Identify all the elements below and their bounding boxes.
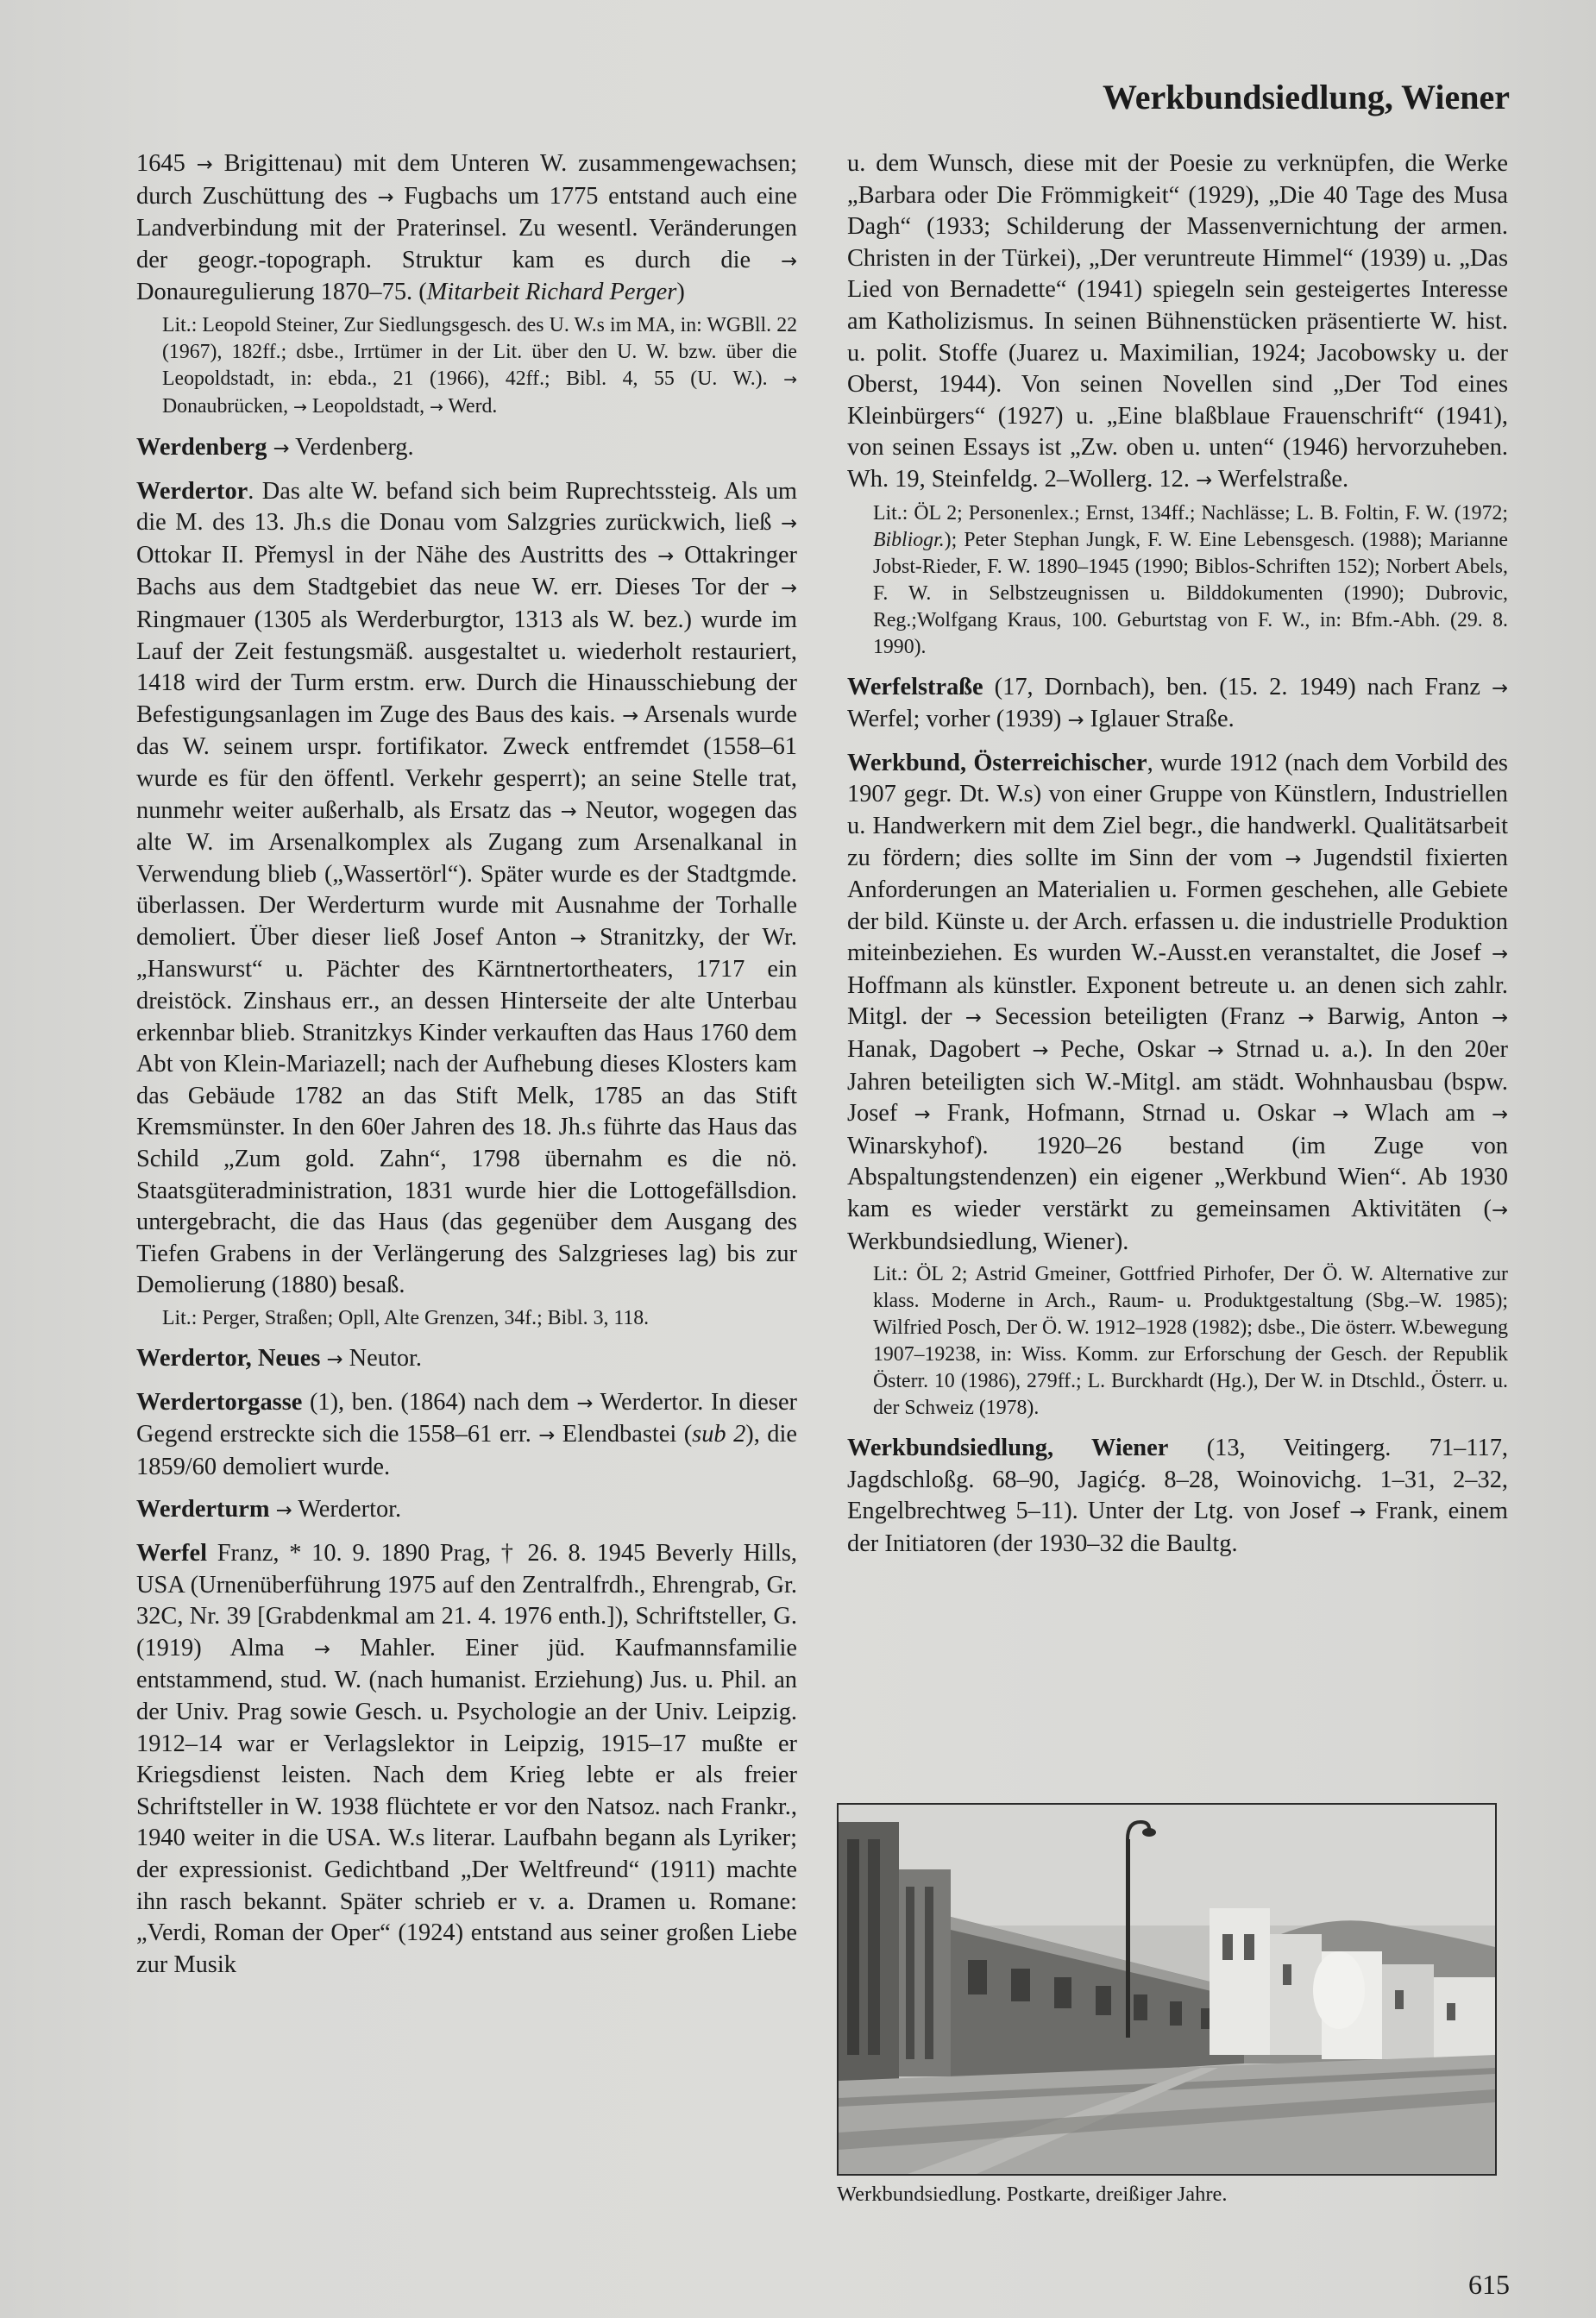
body-text: Ottokar II. Přemysl in der Nähe des Austritts des <box>136 541 658 569</box>
body-text: Iglauer Straße. <box>1084 706 1235 733</box>
body-text: Verdenberg. <box>289 433 414 461</box>
body-text: (13, Veitingerg. 71–117, Jagdschloßg. 68–90, Jagićg. 8–28, Woinovichg. 1–31, 2–32, Engelbrechtweg 5–11). Unter der Ltg. von Josef <box>847 1435 1508 1525</box>
body-text: 1645 <box>136 150 197 177</box>
cross-reference-arrow-icon: → <box>780 512 797 536</box>
entry-headword: Werdertorgasse <box>136 1388 303 1416</box>
literature-reference <box>136 312 797 421</box>
cross-reference-arrow-icon: → <box>377 185 394 209</box>
lexicon-entry <box>136 476 797 1302</box>
lexicon-entry <box>136 1343 797 1376</box>
body-text: Wlach am <box>1348 1100 1492 1128</box>
body-text: Barwig, Anton <box>1314 1003 1492 1031</box>
cross-reference-arrow-icon: → <box>1491 943 1508 966</box>
body-text: ) <box>676 279 685 306</box>
cross-reference-arrow-icon: → <box>1285 847 1302 870</box>
body-text: Frank, einem der Initiatoren (der 1930–32 die Baultg. <box>847 1498 1508 1557</box>
cross-reference-arrow-icon: → <box>780 249 797 273</box>
cross-reference-arrow-icon: → <box>1349 1501 1367 1524</box>
photo-caption: Werkbundsiedlung. Postkarte, dreißiger Jahre. <box>837 2183 1228 2206</box>
body-text: Frank, Hofmann, Strnad u. Oskar <box>930 1100 1333 1128</box>
entry-headword: Werfel <box>136 1539 207 1567</box>
cross-reference-arrow-icon: → <box>1491 676 1508 700</box>
page-number: 615 <box>1468 2269 1510 2300</box>
entry-headword: Werkbund, Österreichischer <box>847 749 1147 776</box>
body-text: Hanak, Dagobert <box>847 1036 1033 1064</box>
lexicon-entry <box>847 672 1508 737</box>
entry-headword: Werfelstraße <box>847 673 983 700</box>
cross-reference-arrow-icon: → <box>914 1103 931 1127</box>
literature-reference <box>136 1305 797 1332</box>
body-text: Werfel; vorher (1939) <box>847 706 1068 733</box>
entry-continuation <box>847 148 1508 497</box>
body-text: Lit.: Leopold Steiner, Zur Siedlungsgesch. des U. W.s im MA, in: WGBll. 22 (1967), 182ff.; dsbe., Irrtümer in der Lit. über den U. W. bzw. über die Leopoldstadt, in: ebda., 21 (1966), 42ff.; Bibl. 4, 55 (U. W.). <box>162 313 797 390</box>
entry-continuation <box>136 148 797 309</box>
cross-reference-arrow-icon: → <box>292 397 307 417</box>
body-text: Werkbundsiedlung, Wiener). <box>847 1228 1129 1255</box>
literature-reference <box>847 1261 1508 1422</box>
body-text: Werd. <box>443 394 498 418</box>
cross-reference-arrow-icon: → <box>1067 709 1084 732</box>
body-text <box>320 1345 326 1372</box>
cross-reference-arrow-icon: → <box>273 437 290 460</box>
italic-text: sub 2 <box>692 1421 746 1448</box>
body-text: . Das alte W. befand sich beim Ruprechtssteig. Als um die M. des 13. Jh.s die Donau vom Salzgries zurückwich, ließ <box>136 477 797 537</box>
body-text: Franz, * 10. 9. 1890 Prag, † 26. 8. 1945 Beverly Hills, USA (Urnenüberführung 1975 auf den Zentralfrdh., Ehrengrab, Gr. 32C, Nr. 39 [Grabdenkmal am 21. 4. 1976 enth.]), Schriftsteller, G. (1919) Alma <box>136 1539 797 1662</box>
cross-reference-arrow-icon: → <box>1491 1199 1508 1222</box>
cross-reference-arrow-icon: → <box>1298 1007 1315 1030</box>
body-text: Lit.: Perger, Straßen; Opll, Alte Grenzen, 34f.; Bibl. 3, 118. <box>162 1307 650 1329</box>
body-text: (1), ben. (1864) nach dem <box>302 1388 577 1416</box>
body-text <box>270 1496 276 1523</box>
body-text: Neutor. <box>342 1345 423 1372</box>
literature-reference <box>847 500 1508 661</box>
lexicon-entry <box>136 1538 797 1981</box>
body-text: Fugbachs um 1775 entstand auch eine Landverbindung mit der Praterinsel. Zu wesentl. Veränderungen der geogr.-topograph. Struktur kam es durch die <box>136 182 797 273</box>
entry-headword: Werkbundsiedlung, Wiener <box>847 1435 1169 1462</box>
cross-reference-arrow-icon: → <box>569 927 587 950</box>
cross-reference-arrow-icon: → <box>1491 1007 1508 1030</box>
body-text: Strnad u. a.). In den 20er Jahren beteiligten sich W.-Mitgl. am städt. Wohnhausbau (bspw. Josef <box>847 1036 1509 1128</box>
body-text: Jugendstil fixierten Anforderungen an Materialien u. Formen geschehen, alle Gebiete der bild. Künste u. der Arch. erfassen u. die industrielle Produktion miteinbeziehen. Es wurden W.-Ausst.en veranstaltet, die Josef <box>847 844 1508 967</box>
entry-headword: Werdenberg <box>136 433 267 461</box>
cross-reference-arrow-icon: → <box>965 1007 982 1030</box>
body-text: Werdertor. <box>292 1496 402 1523</box>
cross-reference-arrow-icon: → <box>1491 1103 1509 1127</box>
cross-reference-arrow-icon: → <box>1332 1103 1349 1127</box>
body-text: Ottakringer Bachs aus dem Stadtgebiet das neue W. err. Dieses Tor der <box>136 541 798 601</box>
running-head: Werkbundsiedlung, Wiener <box>1103 78 1510 116</box>
right-column <box>847 148 1508 1561</box>
cross-reference-arrow-icon: → <box>313 1637 330 1661</box>
body-text: (17, Dornbach), ben. (15. 2. 1949) nach Franz <box>983 673 1492 700</box>
body-text <box>267 434 273 461</box>
cross-reference-arrow-icon: → <box>622 704 639 727</box>
cross-reference-arrow-icon: → <box>560 800 577 823</box>
lexicon-entry <box>136 1494 797 1527</box>
body-text: Lit.: ÖL 2; Personenlex.; Ernst, 134ff.; Nachlässe; L. B. Foltin, F. W. (1972; <box>873 501 1508 525</box>
cross-reference-arrow-icon: → <box>780 577 797 600</box>
body-text: Leopoldstadt, <box>306 394 430 418</box>
body-text: Ringmauer (1305 als Werderburgtor, 1313 als W. bez.) wurde im Lauf der Zeit festungsmäß. ausgestaltet u. wiederholt restauriert, 1418 wird der Turm erstm. erw. Durch die Hinausschiebung der Befestigungsanlagen im Zuge des Baus des kais. <box>136 606 797 728</box>
entry-headword: Werderturm <box>136 1496 270 1523</box>
body-text: Werfelstraße. <box>1212 465 1349 493</box>
cross-reference-arrow-icon: → <box>1032 1040 1049 1063</box>
body-text: Peche, Oskar <box>1048 1036 1208 1064</box>
body-text: Arsenals wurde das W. seinem urspr. fortifikator. Zweck entfremdet (1558–61 wurde es für den öffentl. Verkehr gesperrt); an seine Stelle trat, nunmehr weiter außerhalb, als Ersatz das <box>136 700 797 824</box>
body-text: Donaubrücken, <box>162 394 293 418</box>
body-text: Winarskyhof). 1920–26 bestand (im Zuge von Abspaltungstendenzen) ein eigener „Werkbund Wien“. Ab 1930 kam es wieder verstärkt zu gemeinsamen Aktivitäten ( <box>847 1132 1508 1223</box>
lexicon-entry <box>847 1433 1508 1560</box>
cross-reference-arrow-icon: → <box>430 397 443 417</box>
lexicon-entry <box>136 432 797 465</box>
cross-reference-arrow-icon: → <box>538 1424 556 1448</box>
cross-reference-arrow-icon: → <box>783 369 797 389</box>
body-text: u. dem Wunsch, diese mit der Poesie zu verknüpfen, die Werke „Barbara oder Die Frömmigkeit“ (1929), „Die 40 Tage des Musa Dagh“ (1933; Schilderung der Massenvernichtung der armen. Christen in der Türkei), „Der veruntreute Himmel“ (1939) u. „Das Lied von Bernadette“ (1941) spiegeln sein gesteigertes Interesse am Katholizismus. In seinen Bühnenstücken präsentierte W. hist. u. polit. Stoffe (Juarez u. Maximilian, 1924; Jacobowsky u. der Oberst, 1944). Von seinen Novellen sind „Der Tod eines Kleinbürgers“ (1927) u. „Eine blaßblaue Frauenschrift“ (1941), von seinen Essays ist „Zw. oben u. unten“ (1946) hervorzuheben. Wh. 19, Steinfeldg. 2–Wollerg. 12. <box>847 150 1508 493</box>
body-text: Secession beteiligten (Franz <box>981 1003 1298 1031</box>
lexicon-entry <box>136 1387 797 1484</box>
entry-headword: Werdertor, Neues <box>136 1345 321 1372</box>
italic-text: Bibliogr. <box>873 528 945 551</box>
body-text: Donauregulierung 1870–75. ( <box>136 279 427 306</box>
lexicon-entry <box>847 748 1508 1259</box>
cross-reference-arrow-icon: → <box>196 154 213 176</box>
body-text: Hoffmann als künstler. Exponent betreute u. an denen sich zahlr. Mitgl. der <box>847 971 1508 1031</box>
cross-reference-arrow-icon: → <box>326 1348 343 1371</box>
body-text: Elendbastei ( <box>555 1421 693 1448</box>
cross-reference-arrow-icon: → <box>1196 468 1213 492</box>
left-column <box>136 148 797 1981</box>
body-text: Brigittenau) mit dem Unteren W. zusammengewachsen; durch Zuschüttung des <box>136 150 797 210</box>
cross-reference-arrow-icon: → <box>1207 1040 1224 1063</box>
cross-reference-arrow-icon: → <box>576 1391 594 1415</box>
body-text: Stranitzky, der Wr. „Hanswurst“ u. Pächter des Kärntnertortheaters, 1717 ein dreistöck. Zinshaus err., an dessen Hinterseite der alte Unterbau erkennbar blieb. Stranitzkys Kinder verkauften das Haus 1760 dem Abt von Klein-Mariazell; nach der Aufhebung dieses Klosters kam das Gebäude 1782 an das Stift Melk, 1785 an das Stift Kremsmünster. In den 60er Jahren des 18. Jh.s führte das Haus das Schild „Zum gold. Zahn“, 1798 übernahm es die nö. Staatsgüteradministration, 1831 wurde hier die Lottogefällsdion. untergebracht, die das Haus (das gegenüber dem Ausgang des Tiefen Grabens in der Verlängerung des Salzgrieses lag) bis zur Demolierung (1880) besaß. <box>136 923 797 1299</box>
entry-headword: Werdertor <box>136 477 248 505</box>
body-text: Lit.: ÖL 2; Astrid Gmeiner, Gottfried Pirhofer, Der Ö. W. Alternative zur klass. Moderne in Arch., Raum- u. Produktgestaltung (Sbg.–W. 1985); Wilfried Posch, Der Ö. W. 1912–1928 (1982); dsbe., Die österr. W.bewegung 1907–19238, in: Wiss. Komm. zur Erforschung der Gesch. der Republik Österr. 10 (1986), 279ff.; L. Burckhardt (Hg.), Der W. in Dtschld., Österr. u. der Schweiz (1978). <box>873 1263 1508 1420</box>
werkbundsiedlung-photo <box>837 1803 1497 2176</box>
body-text: ); Peter Stephan Jungk, F. W. Eine Lebensgesch. (1988); Marianne Jobst-Rieder, F. W. 1890–1945 (1990; Biblos-Schriften 152); Norbert Abels, F. W. in Selbstzeugnissen u. Bilddokumenten (1990); Dubrovic, Reg.;Wolfgang Kraus, 100. Geburtstag von F. W., in: Bfm.-Abh. (29. 8. 1990). <box>873 528 1508 658</box>
body-text: , wurde 1912 (nach dem Vorbild des 1907 gegr. Dt. W.s) von einer Gruppe von Künstlern, Industriellen u. Handwerkern mit dem Ziel begr., die handwerkl. Qualitätsarbeit zu fördern; dies sollte im Sinn der vom <box>847 749 1508 871</box>
cross-reference-arrow-icon: → <box>657 544 675 568</box>
italic-text: Mitarbeit Richard Perger <box>426 279 677 306</box>
body-text: Mahler. Einer jüd. Kaufmannsfamilie entstammend, stud. W. (nach humanist. Erziehung) Jus. u. Phil. an der Univ. Prag sowie Gesch. u. Psychologie an der Univ. Leipzig. 1912–14 war er Verlagslektor in Leipzig, 1915–17 mußte er Kriegsdienst leisten. Nach dem Krieg lebte er als freier Schriftsteller in W. 1938 flüchtete er vor den Natsoz. nach Frankr., 1940 weiter in die USA. W.s literar. Laufbahn begann als Lyriker; der expressionist. Gedichtband „Der Weltfreund“ (1911) machte ihn rasch bekannt. Später schrieb er v. a. Dramen u. Romane: „Verdi, Roman der Oper“ (1924) entstand aus seiner großen Liebe zur Musik <box>136 1634 797 1978</box>
body-text: Neutor, wogegen das alte W. im Arsenalkomplex als Zugang zum Arsenalkanal in Verwendung blieb („Wassertörl“). Später wurde es der Stadtgmde. überlassen. Der Werderturm wurde mit Ausnahme der Torhalle demoliert. Über dieser ließ Josef Anton <box>136 796 797 951</box>
cross-reference-arrow-icon: → <box>275 1499 292 1523</box>
body-text: ), die 1859/60 demoliert wurde. <box>136 1421 797 1480</box>
body-text: Werdertor. In dieser Gegend erstreckte sich die 1558–61 err. <box>136 1388 797 1448</box>
